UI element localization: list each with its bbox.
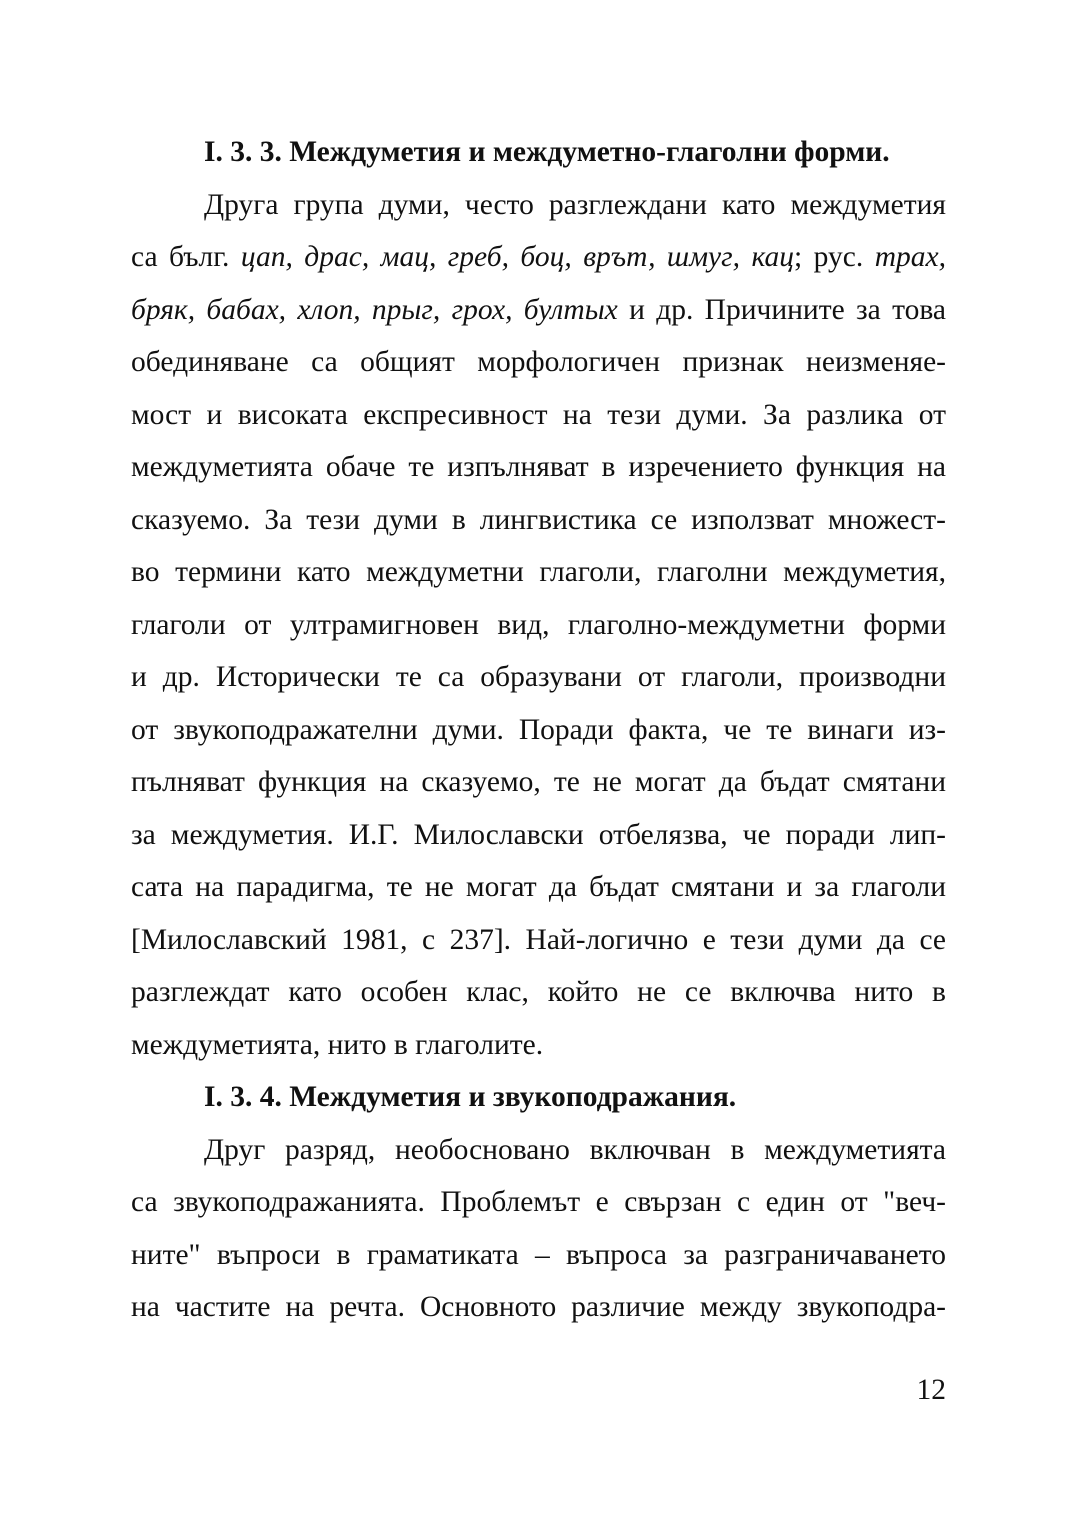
text-line: мост и високата експресивност на тези думи. За разлика от xyxy=(131,398,946,431)
text-line: сата на парадигма, те не могат да бъдат смятани и за глаголи xyxy=(131,871,946,903)
text-run: ; рус. xyxy=(794,241,875,273)
text-line: обединяване са общият морфологичен признак неизменяе- xyxy=(131,346,946,378)
text-line: на частите на речта. Основното различие между звукоподра- xyxy=(131,1291,946,1323)
text-line: са звукоподражанията. Проблемът е свързан с един от "веч- xyxy=(131,1186,946,1218)
text-line: пълняват функция на сказуемо, те не могат да бъдат смятани xyxy=(131,766,946,798)
page-body xyxy=(131,126,946,1334)
text-run: и др. Причините за това xyxy=(617,293,946,326)
paragraph-3-3 xyxy=(131,179,946,1072)
section-heading-3-3: I. 3. 3. Междуметия и междуметно-глаголни форми. xyxy=(204,136,890,168)
text-line: от звукоподражателни думи. Поради факта, че те винаги из- xyxy=(131,713,946,746)
section-heading-3-4: I. 3. 4. Междуметия и звукоподражания. xyxy=(204,1081,737,1113)
text-line: междуметията обаче те изпълняват в изречението функция на xyxy=(131,451,946,483)
example-words-bulgarian: цап, драс, мац, греб, боц, врът, шмуг, кац xyxy=(240,241,795,273)
text-line: междуметията, нито в глаголите. xyxy=(131,1028,544,1061)
text-run: са бълг. xyxy=(131,241,241,273)
text-line: Друга група думи, често разглеждани като междуметия xyxy=(204,188,946,221)
text-line: сказуемо. За тези думи в лингвистика се използват множест- xyxy=(131,503,946,536)
page-number: 12 xyxy=(916,1374,946,1406)
example-words-russian: трах, xyxy=(874,241,946,273)
text-line xyxy=(131,284,946,337)
text-line: глаголи от ултрамигновен вид, глаголно-междуметни форми xyxy=(131,608,946,641)
text-line: ните" въпроси в граматиката – въпроса за разграничаването xyxy=(131,1238,946,1271)
text-line: Друг разряд, необосновано включван в междуметията xyxy=(204,1133,946,1166)
text-line: и др. Исторически те са образувани от глаголи, производни xyxy=(131,661,946,693)
example-words-russian-cont: бряк, бабах, хлоп, прыг, грох, бултых xyxy=(131,293,618,326)
text-line: [Милославский 1981, с 237]. Най-логично е тези думи да се xyxy=(131,923,946,956)
text-line: за междуметия. И.Г. Милославски отбелязва, че поради лип- xyxy=(131,818,946,851)
paragraph-3-4 xyxy=(131,1124,946,1334)
text-line: во термини като междуметни глаголи, глаголни междуметия, xyxy=(131,556,946,588)
text-line: разглеждат като особен клас, който не се включва нито в xyxy=(131,976,946,1008)
text-line xyxy=(131,231,946,284)
